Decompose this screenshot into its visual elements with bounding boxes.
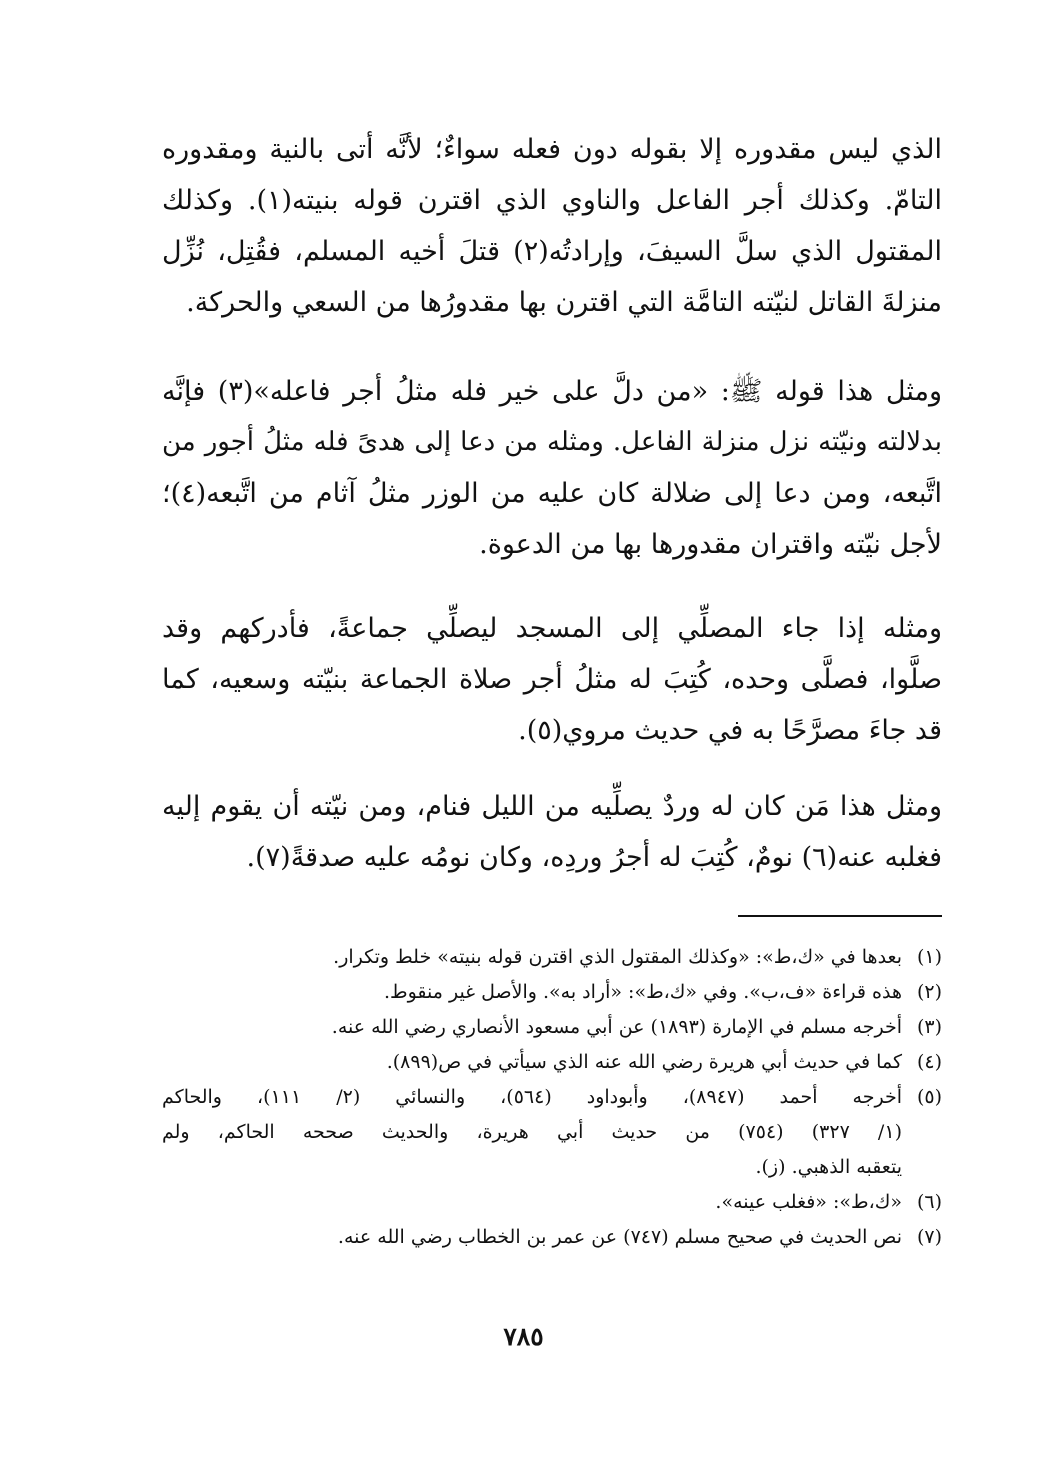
text-line: منزلةَ القاتل لنيّته التامَّة التي اقترن بها مقدورُها من السعي والحركة. (186, 287, 942, 318)
footnote-number: (٣) (916, 1016, 942, 1038)
footnote (162, 1010, 942, 1045)
footnote-line: هذه قراءة «ف،ب». وفي «ك،ط»: «أراد به». والأصل غير منقوط. (383, 981, 902, 1003)
footnote-line: أخرجه مسلم في الإمارة (١٨٩٣) عن أبي مسعود الأنصاري رضي الله عنه. (331, 1016, 902, 1038)
text-line: صلَّوا، فصلَّى وحده، كُتِبَ له مثلُ أجر صلاة الجماعة بنيّته وسعيه، كما (162, 664, 942, 695)
footnote-line: كما في حديث أبي هريرة رضي الله عنه الذي سيأتي في ص(٨٩٩). (386, 1051, 902, 1073)
paragraph (162, 603, 942, 756)
footnote-number: (٧) (916, 1226, 942, 1248)
footnote (162, 975, 942, 1010)
text-line: بدلالته ونيّته نزل منزلة الفاعل. ومثله من دعا إلى هدىً فله مثلُ أجور من (162, 427, 942, 457)
footnotes (162, 940, 942, 1255)
paragraph (162, 124, 942, 328)
text-line: ومثله إذا جاء المصلِّي إلى المسجد ليصلِّي جماعةً، فأدركهم وقد (162, 613, 942, 644)
footnote-separator (738, 915, 942, 917)
paragraph (162, 781, 942, 883)
footnote-line: نص الحديث في صحيح مسلم (٧٤٧) عن عمر بن الخطاب رضي الله عنه. (337, 1226, 902, 1248)
text-line: فغلبه عنه(٦) نومٌ، كُتِبَ له أجرُ وردِه، وكان نومُه عليه صدقةً(٧). (246, 842, 942, 873)
footnote (162, 1045, 942, 1080)
footnote-line: «ك،ط»: «فغلب عينه». (715, 1191, 902, 1213)
text-line: التامّ. وكذلك أجر الفاعل والناوي الذي اقترن قوله بنيته(١). وكذلك (162, 185, 942, 216)
footnote-line: بعدها في «ك،ط»: «وكذلك المقتول الذي اقترن قوله بنيته» خلط وتكرار. (333, 946, 902, 968)
footnote-number: (١) (916, 946, 942, 968)
footnote-text (162, 1080, 902, 1185)
text-line: المقتول الذي سلَّ السيفَ، وإرادتُه(٢) قتلَ أخيه المسلم، فقُتِل، نُزِّل (162, 236, 942, 267)
footnote-number: (٦) (916, 1191, 942, 1213)
footnote-text (162, 1185, 902, 1220)
footnote-line: (١/ ٣٢٧) (٧٥٤) من حديث أبي هريرة، والحديث صححه الحاكم، ولم (162, 1121, 902, 1143)
footnote-text (162, 1045, 902, 1080)
paragraph (162, 366, 942, 570)
footnote-text (162, 1010, 902, 1045)
footnote (162, 1080, 942, 1185)
footnote (162, 1220, 942, 1255)
footnote-text (162, 975, 902, 1010)
footnote-text (162, 940, 902, 975)
footnote-number: (٢) (916, 981, 942, 1003)
footnote-number: (٥) (916, 1086, 942, 1108)
footnote-line: أخرجه أحمد (٨٩٤٧)، وأبوداود (٥٦٤)، والنسائي (٢/ ١١١)، والحاكم (162, 1086, 902, 1108)
text-line: الذي ليس مقدوره إلا بقوله دون فعله سواءٌ؛ لأنَّه أتى بالنية ومقدوره (162, 134, 942, 165)
footnote-line: يتعقبه الذهبي. (ز). (755, 1156, 902, 1178)
footnote (162, 940, 942, 975)
text-line: اتَّبعه، ومن دعا إلى ضلالة كان عليه من الوزر مثلُ آثام من اتَّبعه(٤)؛ (162, 478, 942, 509)
text-line: ومثل هذا قوله ﷺ: «من دلَّ على خير فله مثلُ أجر فاعله»(٣) فإنَّه (162, 376, 943, 407)
text-line: قد جاءَ مصرَّحًا به في حديث مروي(٥). (518, 715, 942, 746)
text-line: ومثل هذا مَن كان له وردٌ يصلِّيه من الليل فنام، ومن نيّته أن يقوم إليه (162, 791, 942, 822)
text-line: لأجل نيّته واقتران مقدورها بها من الدعوة. (479, 529, 942, 560)
footnote-number: (٤) (916, 1051, 942, 1073)
footnote-text (162, 1220, 902, 1255)
page-number: ٧٨٥ (503, 1322, 544, 1351)
footnote (162, 1185, 942, 1220)
